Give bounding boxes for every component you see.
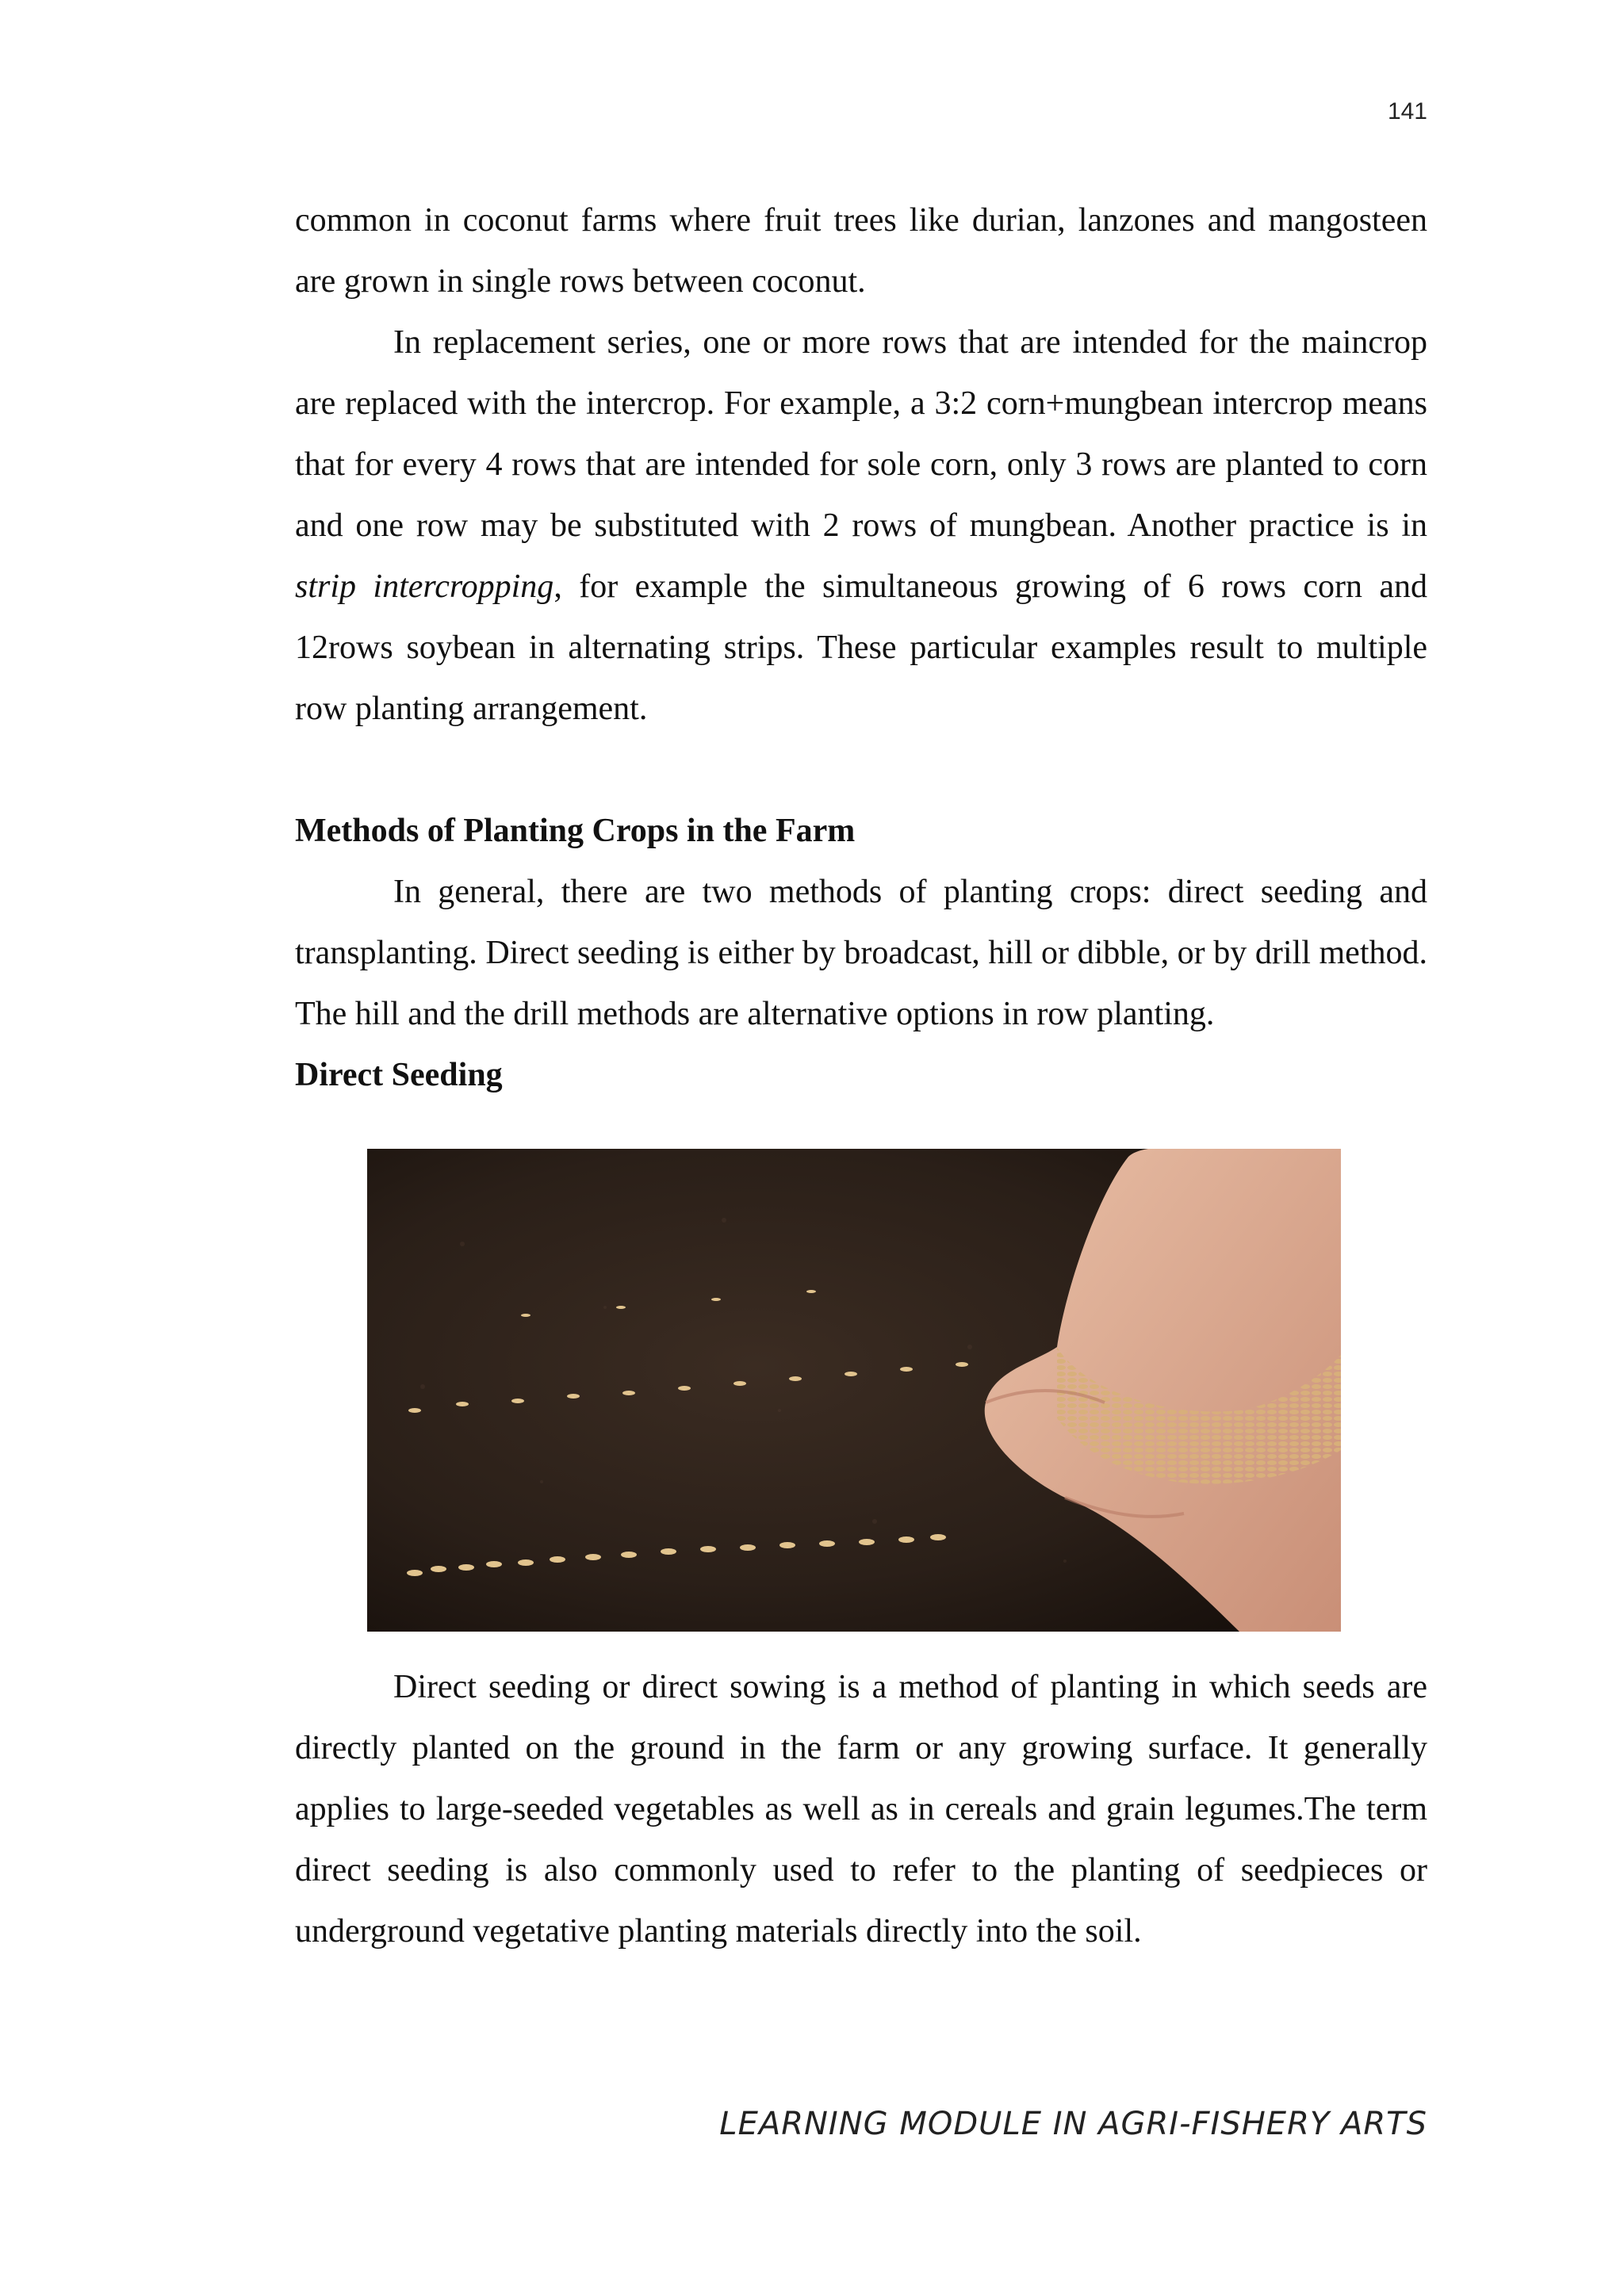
paragraph-direct-seeding: Direct seeding or direct sowing is a method of planting in which seeds are directly planted on the ground in the farm or any growing surface. It generally applies to large-seeded vegetables as well as in cereals and grain legumes.The term direct seeding is also commonly used to refer to the planting of seedpieces or underground vegetative planting materials directly into the soil.	[295, 1669, 1427, 1950]
paragraph-replacement-series	[295, 312, 1427, 740]
heading-direct-seeding: Direct Seeding	[295, 1057, 503, 1093]
body-text-bottom	[295, 1657, 1427, 1962]
paragraph-replacement-text-1: In replacement series, one or more rows that are intended for the maincrop are replaced with the intercrop. For example, a 3:2 corn+mungbean intercrop means that for every 4 rows that are intended for sole corn, only 3 rows are planted to corn and one row may be substituted with 2 rows of mungbean. Another practice is in	[295, 324, 1427, 544]
strip-intercropping-term: strip intercropping	[295, 568, 554, 605]
direct-seeding-photo	[367, 1149, 1341, 1632]
section-spacer	[295, 740, 1427, 801]
paragraph-coconut-farms: common in coconut farms where fruit trees like durian, lanzones and mangosteen are grown in single rows between coconut.	[295, 202, 1427, 300]
paragraph-methods: In general, there are two methods of planting crops: direct seeding and transplanting. Direct seeding is either by broadcast, hill or dibble, or by drill method. The hill and the drill methods are alternative options in row planting.	[295, 874, 1427, 1032]
heading-methods-of-planting: Methods of Planting Crops in the Farm	[295, 813, 856, 849]
page-number: 141	[1387, 98, 1427, 124]
footer-module-title: LEARNING MODULE IN AGRI-FISHERY ARTS	[719, 2106, 1427, 2142]
body-text-top	[295, 190, 1427, 1106]
paragraph-replacement-text-2: , for example the simultaneous growing of 6 rows corn and 12rows soybean in alternating strips. These particular examples result to multiple row planting arrangement.	[295, 568, 1428, 727]
